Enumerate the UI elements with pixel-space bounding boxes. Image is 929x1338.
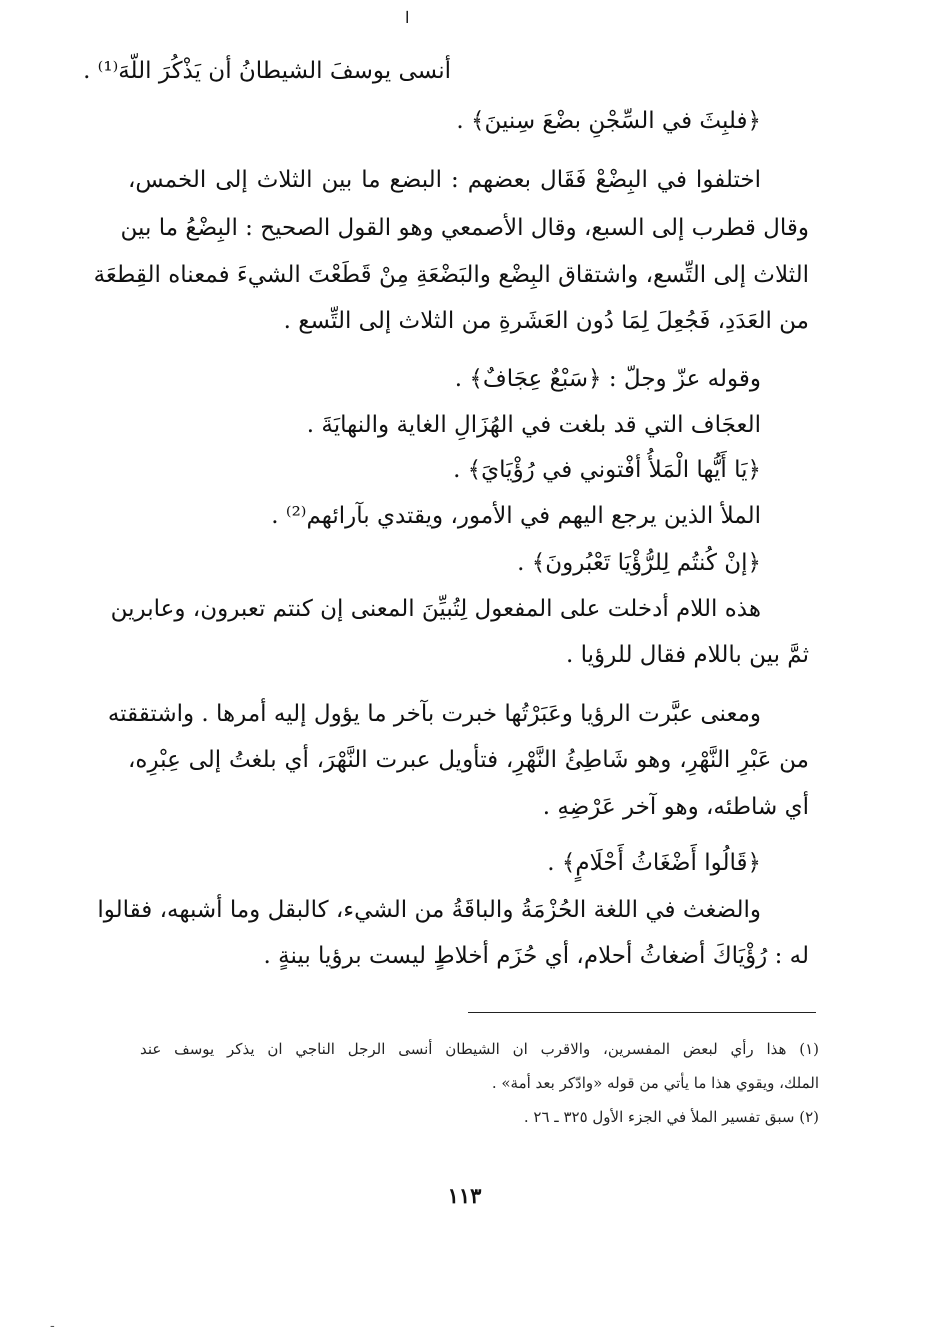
footnote-2: (٢) سبق تفسير الملأ في الجزء الأول ٣٢٥ ـ ٢٦ . — [523, 1108, 819, 1126]
text-line-8: العجَاف التي قد بلغت في الهُزَالِ الغاية والنهايَةَ . — [306, 412, 761, 438]
footnote-1: (١) هذا رأي لبعض المفسرين، والاقرب ان الشيطان أنسى الرجل الناجي ان يذكر يوسف عند — [140, 1040, 819, 1058]
text-line-3: اختلفوا في البِضْعْ فَقَال بعضهم : البضع ما بين الثلاث إلى الخمس، — [128, 167, 761, 193]
text-line-13: ثمَّ بين باللام فقال للرؤيا . — [566, 642, 809, 668]
quran-verse-2: ﴿يَا أَيُّها الْمَلأُ أفْتوني في رُؤْيَايَ﴾ . — [453, 457, 761, 483]
text-line-10: الملأ الذين يرجع اليهم في الأمور، ويقتدي بآرائهم⁽²⁾ . — [271, 503, 761, 529]
text-line-14: ومعنى عبَّرت الرؤيا وعَبَرْتُها خبرت بآخر ما يؤول إليه أمرها . واشتققته — [107, 701, 761, 727]
quran-verse-3: ﴿إنْ كُنتُم لِلرُّؤْيَا تَعْبُرونَ﴾ . — [517, 550, 761, 576]
text-line-19: له : رُؤْيَاكَ أضغاثُ أحلام، أي حُزَم أخلاطٍ ليست برؤيا بينةٍ . — [263, 943, 809, 969]
text-line-18: والضغث في اللغة الحُزْمَةُ والباقَةُ من الشيء، كالبقل وما أشبهه، فقالوا — [97, 897, 761, 923]
text-line-12: هذه اللام أدخلت على المفعول لِتُبيِّنَ المعنى إن كنتم تعبرون، وعابرين — [110, 596, 761, 622]
text-line-4: وقال قطرب إلى السبع، وقال الأصمعي وهو القول الصحيح : البِضْعُ ما بين — [120, 215, 809, 241]
top-mark: ا — [405, 8, 410, 27]
text-line-15: من عَبْرِ النَّهْرِ، وهو شَاطِئُ النَّهْرِ، فتأويل عبرت النَّهْرَ، أي بلغتُ إلى عِبْرِه، — [128, 747, 809, 773]
footnote-separator — [468, 1012, 816, 1013]
quran-verse-1: ﴿فلبِثَ في السِّجْنِ بضْعَ سِنينَ﴾ . — [456, 108, 761, 134]
footnote-1-cont: الملك، ويقوي هذا ما يأتي من قوله «وادّكر بعد أمة» . — [491, 1074, 819, 1092]
text-line-1: أنسى يوسفَ الشيطانُ أن يَذْكُرَ اللّهَ⁽¹⁾ . — [83, 58, 451, 84]
scan-speck: - — [50, 1318, 55, 1334]
page-number: ١١٣ — [447, 1183, 482, 1208]
text-line-6: من العَدَدِ، فَجُعِلَ لِمَا دُون العَشَرةِ من الثلاث إلى التِّسع . — [283, 308, 809, 334]
text-line-7: وقوله عزّ وجلّ : ﴿سَبْعٌ عِجَافٌ﴾ . — [454, 366, 761, 392]
quran-verse-4: ﴿قَالُوا أَضْغَاثُ أَحْلَامٍ﴾ . — [547, 850, 761, 876]
text-line-5: الثلاث إلى التِّسع، واشتقاق البِضْع والبَضْعَةِ مِنْ قَطَعْتَ الشيءَ فمعناه القِطعَة — [93, 262, 809, 288]
text-line-16: أي شاطئه، وهو آخر عَرْضِهِ . — [542, 794, 809, 820]
